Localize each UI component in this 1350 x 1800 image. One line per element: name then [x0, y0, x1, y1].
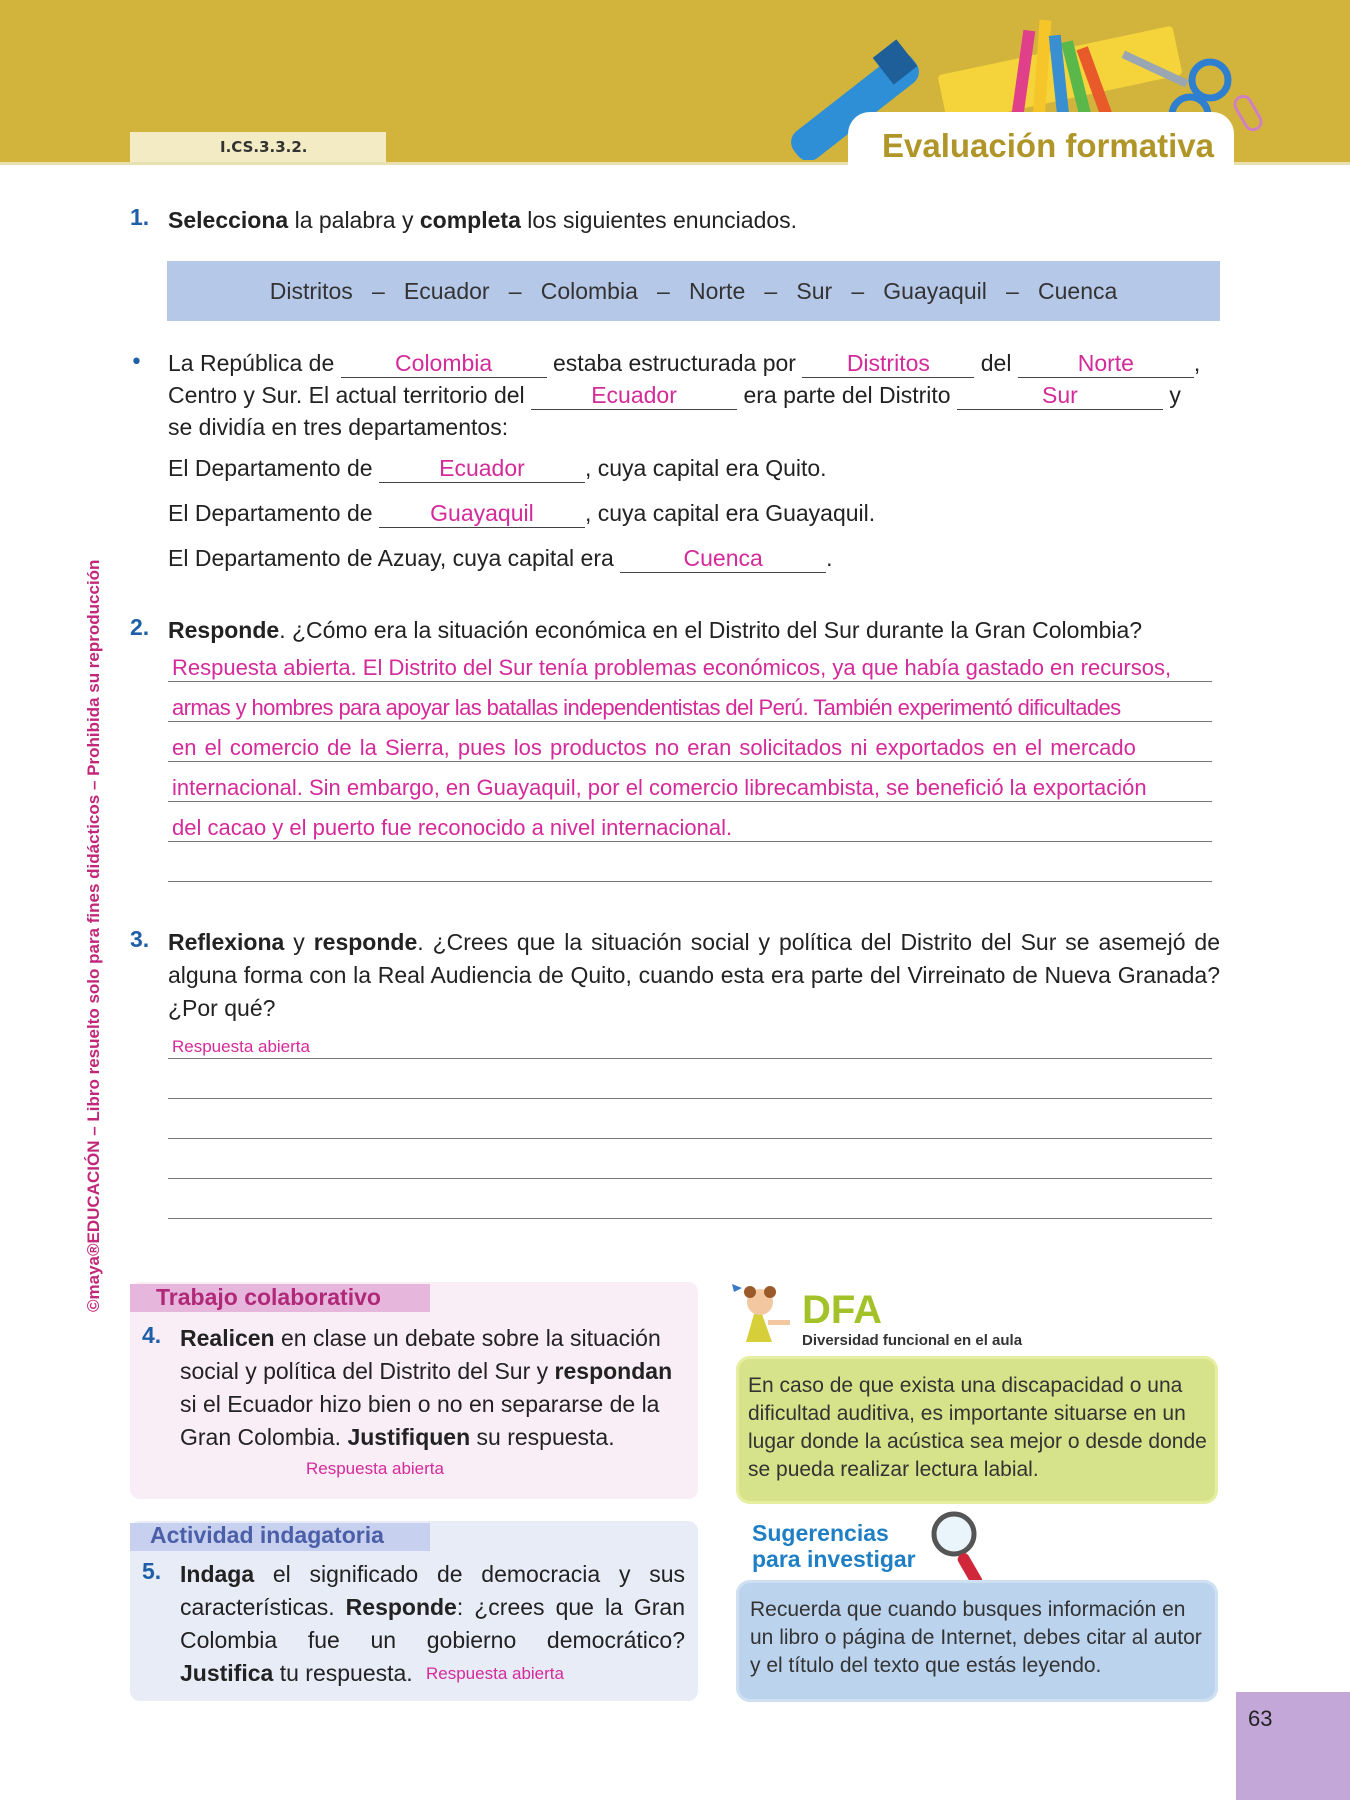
- q3-verb-respond: responde: [313, 929, 418, 955]
- department-2-text-a: El Departamento de: [168, 500, 379, 526]
- department-line-3: [168, 542, 833, 575]
- answer-rule[interactable]: [168, 1058, 1212, 1059]
- q1-verb-select: Selecciona: [168, 207, 289, 233]
- q4-answer: Respuesta abierta: [306, 1459, 444, 1478]
- q1-sentence-line-2: [168, 379, 1181, 412]
- answer-rule[interactable]: [168, 1178, 1212, 1179]
- q1-number: 1.: [130, 204, 150, 230]
- q5-verb-justify: Justifica: [180, 1660, 274, 1686]
- department-line-2: [168, 497, 875, 530]
- department-3-text-a: El Departamento de Azuay, cuya capital era: [168, 545, 621, 571]
- answer-rule[interactable]: [168, 1218, 1212, 1219]
- q2-text: . ¿Cómo era la situación económica en el Distrito del Sur durante la Gran Colombia?: [279, 617, 1143, 643]
- dfa-subtitle: Diversidad funcional en el aula: [802, 1332, 1023, 1349]
- suggestions-title-line-1: Sugerencias: [752, 1520, 889, 1546]
- answer-rule[interactable]: [168, 881, 1212, 882]
- answer-rule[interactable]: [168, 1098, 1212, 1099]
- answer-blank-ecuador[interactable]: Ecuador: [531, 380, 737, 410]
- answer-rule[interactable]: [168, 1138, 1212, 1139]
- q1-s2-text-b: era parte del Distrito: [737, 382, 957, 408]
- q5-text-3: tu respuesta.: [273, 1660, 413, 1686]
- q1-s1-text-b: estaba estructurada por: [546, 350, 803, 376]
- answer-blank-department-guayaquil[interactable]: Guayaquil: [379, 498, 585, 528]
- q1-verb-complete: completa: [419, 207, 521, 233]
- q4-prompt: [180, 1322, 685, 1454]
- girl-character-icon: [728, 1280, 804, 1350]
- q4-verb-justify: Justifiquen: [347, 1424, 471, 1450]
- q3-answer: Respuesta abierta: [172, 1037, 310, 1056]
- answer-blank-norte[interactable]: Norte: [1018, 348, 1194, 378]
- q2-answer-line-3: en el comercio de la Sierra, pues los productos no eran solicitados ni exportados en el mercado: [172, 735, 1136, 760]
- dfa-text: En caso de que exista una discapacidad o una dificultad auditiva, es importante situarse en un lugar donde la acústica sea mejor o desde donde se pueda realizar lectura labial.: [748, 1374, 1207, 1481]
- q1-s1-text-a: La República de: [168, 350, 341, 376]
- bullet-icon: •: [130, 350, 143, 375]
- q5-verb-respond: Responde: [345, 1594, 457, 1620]
- indicator-code: I.CS.3.3.2.: [130, 132, 386, 162]
- q2-answer-line-2: armas y hombres para apoyar las batallas independentistas del Perú. También experimentó dificultades: [172, 695, 1121, 720]
- answer-rule[interactable]: [168, 761, 1212, 762]
- department-line-1: [168, 452, 827, 485]
- answer-blank-colombia[interactable]: Colombia: [341, 348, 547, 378]
- copyright-side-text: ©maya®EDUCACIÓN – Libro resuelto solo para fines didácticos – Prohibida su reproducción: [84, 559, 103, 1312]
- suggestions-title: [752, 1520, 916, 1572]
- q1-text-1: la palabra y: [288, 207, 420, 233]
- answer-blank-sur[interactable]: Sur: [957, 380, 1163, 410]
- inquiry-activity-title: Actividad indagatoria: [150, 1522, 384, 1548]
- q4-text-2: si el Ecuador hizo bien o no en separarse de la Gran Colombia.: [180, 1391, 660, 1450]
- q5-verb-inquire: Indaga: [180, 1561, 255, 1587]
- q1-sentence-line-3: se dividía en tres departamentos:: [168, 414, 509, 440]
- q1-s2-text-a: Centro y Sur. El actual territorio del: [168, 382, 532, 408]
- q5-number: 5.: [142, 1558, 162, 1584]
- page-title: Evaluación formativa: [882, 127, 1214, 164]
- q4-verb-answer: respondan: [554, 1358, 673, 1384]
- q1-s1-text-d: ,: [1193, 350, 1201, 376]
- q1-prompt: [168, 204, 797, 237]
- answer-blank-department-ecuador[interactable]: Ecuador: [379, 453, 585, 483]
- q2-answer-line-4: internacional. Sin embargo, en Guayaquil, por el comercio librecambista, se benefició la exportación: [172, 775, 1147, 800]
- q5-text-1: el significado de democracia y sus características.: [180, 1561, 685, 1620]
- q3-verb-reflect: Reflexiona: [168, 929, 285, 955]
- department-1-text-b: , cuya capital era Quito.: [584, 455, 827, 481]
- q3-text-1: y: [284, 929, 314, 955]
- answer-rule[interactable]: [168, 721, 1212, 722]
- answer-rule[interactable]: [168, 681, 1212, 682]
- suggestions-title-line-2: para investigar: [752, 1546, 916, 1572]
- collaborative-work-title: Trabajo colaborativo: [156, 1284, 381, 1310]
- q3-text-2: . ¿Crees que la situación social y política del Distrito del Sur se asemejó de alguna forma con la Real Audiencia de Quito, cuando esta era parte del Virreinato de Nueva Granada? ¿Por qué?: [168, 929, 1221, 1021]
- q5-answer: Respuesta abierta: [426, 1664, 564, 1683]
- dfa-title: DFA: [802, 1288, 882, 1332]
- suggestions-text: Recuerda que cuando busques información en un libro o página de Internet, debes citar al autor y el título del texto que estás leyendo.: [750, 1598, 1202, 1677]
- q1-text-2: los siguientes enunciados.: [520, 207, 798, 233]
- q5-text-2: : ¿crees que la Gran Colombia fue un gobierno democrático?: [180, 1594, 685, 1653]
- word-bank: [167, 261, 1220, 321]
- q4-text-3: su respuesta.: [470, 1424, 615, 1450]
- q1-sentence-line-1: [168, 347, 1200, 380]
- q2-answer-line-5: del cacao y el puerto fue reconocido a nivel internacional.: [172, 815, 733, 840]
- q2-number: 2.: [130, 614, 150, 640]
- q3-number: 3.: [130, 926, 150, 952]
- q1-s2-text-c: y: [1162, 382, 1181, 408]
- q3-prompt: [168, 926, 1220, 1025]
- q2-prompt: [168, 614, 1142, 647]
- q1-s1-text-c: del: [974, 350, 1018, 376]
- department-1-text-a: El Departamento de: [168, 455, 379, 481]
- answer-blank-distritos[interactable]: Distritos: [802, 348, 974, 378]
- paperclips-icon: [1232, 93, 1264, 132]
- department-2-text-b: , cuya capital era Guayaquil.: [584, 500, 876, 526]
- answer-blank-department-cuenca[interactable]: Cuenca: [620, 543, 826, 573]
- q4-verb-realize: Realicen: [180, 1325, 275, 1351]
- q4-text-1: en clase un debate sobre la situación social y política del Distrito del Sur y: [180, 1325, 661, 1384]
- answer-rule[interactable]: [168, 841, 1212, 842]
- q2-verb-respond: Responde: [168, 617, 280, 643]
- department-3-text-b: .: [826, 545, 833, 571]
- q4-number: 4.: [142, 1322, 162, 1348]
- q2-answer-line-1: Respuesta abierta. El Distrito del Sur tenía problemas económicos, ya que había gastado en recursos,: [172, 655, 1172, 680]
- word-bank-text: Distritos – Ecuador – Colombia – Norte – Sur – Guayaquil – Cuenca: [269, 277, 1118, 304]
- answer-rule[interactable]: [168, 801, 1212, 802]
- page-number: 63: [1248, 1706, 1273, 1731]
